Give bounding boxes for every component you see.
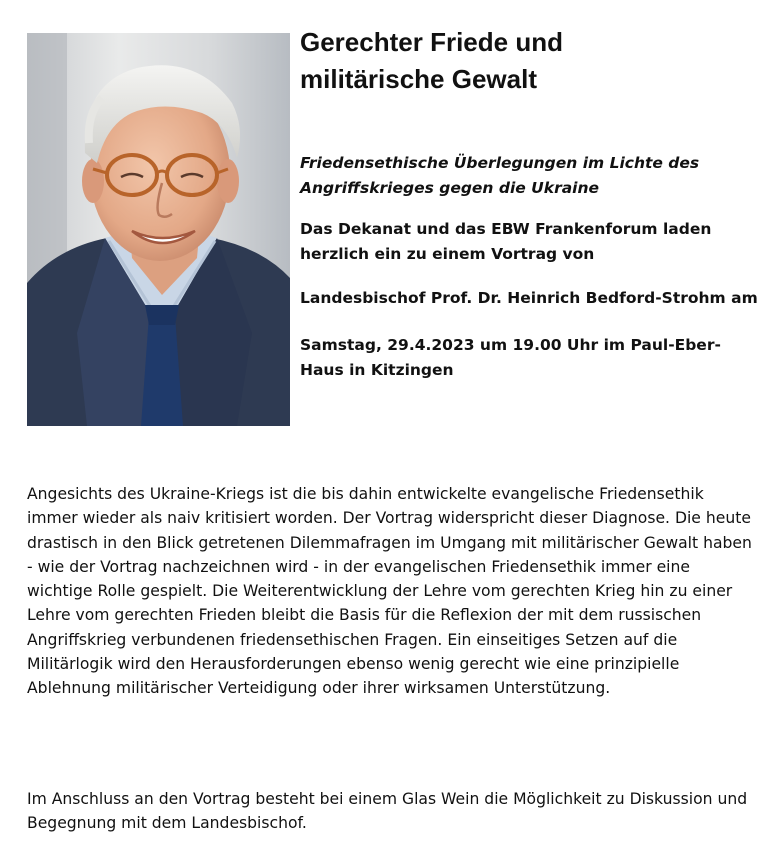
event-description: Angesichts des Ukraine-Kriegs ist die bis dahin entwickelte evangelische Friedensethik immer wieder als naiv kritisiert worden. Der Vortrag widerspricht dieser Diagnose. Die heute drastisch in den Blick getretenen Dilemmafragen im Umgang mit militärischer Gewalt haben - wie der Vortrag nachzeichnen wird - in der evangelischen Friedensethik immer eine wichtige Rolle gespielt. Die Weiterentwicklung der Lehre vom gerechten Krieg hin zu einer Lehre vom gerechten Frieden bleibt die Basis für die Reflexion der mit dem russischen Angriffskrieg verbundenen friedensethischen Fragen. Ein einseitiges Setzen auf die Militärlogik wird den Herausforderungen ebenso wenig gerecht wie eine prinzipielle Ablehnung militärischer Verteidigung oder ihrer wirksamen Unterstützung. xyxy=(27,485,752,698)
event-subtitle: Friedensethische Überlegungen im Lichte des Angriffskrieges gegen die Ukraine xyxy=(300,154,700,197)
event-title-line1: Gerechter Friede und xyxy=(300,27,563,57)
speaker-name: Landesbischof Prof. Dr. Heinrich Bedford-Strohm am xyxy=(300,289,758,307)
invitation-text: Das Dekanat und das EBW Frankenforum laden herzlich ein zu einem Vortrag von xyxy=(300,220,712,263)
event-title xyxy=(300,24,760,98)
portrait-illustration xyxy=(27,33,290,426)
closing-note: Im Anschluss an den Vortrag besteht bei einem Glas Wein die Möglichkeit zu Diskussion und Begegnung mit dem Landesbischof. xyxy=(27,790,748,833)
event-date-location: Samstag, 29.4.2023 um 19.00 Uhr im Paul-Eber-Haus in Kitzingen xyxy=(300,336,721,379)
event-info-column xyxy=(300,24,760,383)
speaker-portrait-photo xyxy=(27,33,290,426)
event-title-line2: militärische Gewalt xyxy=(300,64,537,94)
